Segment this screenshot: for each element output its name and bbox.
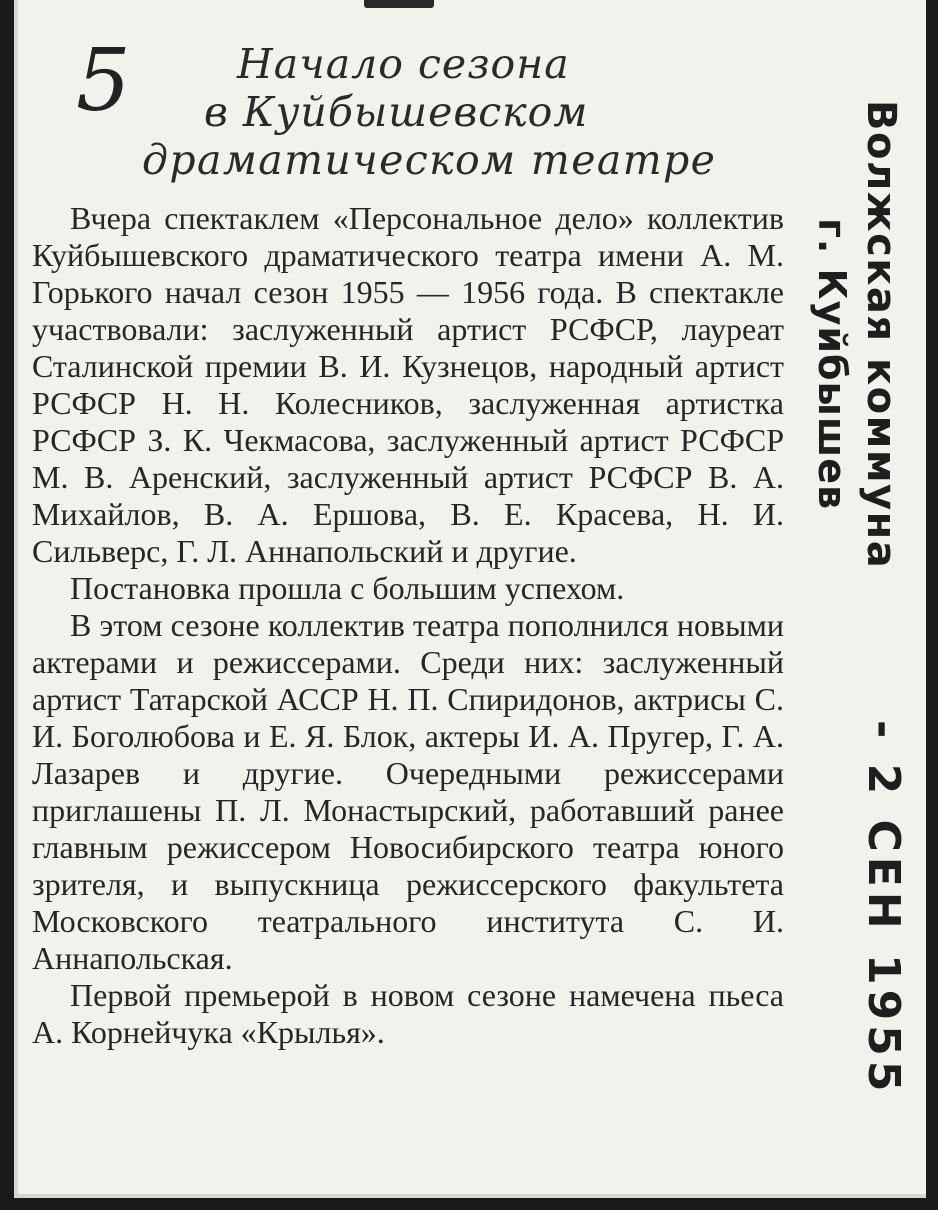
stamp-newspaper-name: Волжская коммуна [858,100,904,570]
article-paragraph: Первой премьерой в новом сезоне намечена пьеса А. Корнейчука «Крылья». [32,977,784,1050]
article-paragraph: Постановка прошла с большим успехом. [70,570,625,606]
paper-edge [14,1194,926,1198]
ink-mark [364,0,434,8]
article-paragraph: Вчера спектаклем «Персональное дело» коллектив Куйбышевского драматического театра имени А. М. Горького начал сезон 1955 — 1956 года. В спектакле участвовали: заслуженный артист РСФСР, лауреат Сталинской премии В. И. Кузнецов, народный артист РСФСР Н. Н. Колесников, заслуженная артистка РСФСР З. К. Чекмасова, заслуженный артист РСФСР М. В. Аренский, заслуженный артист РСФСР В. А. Михайлов, В. А. Ершова, В. Е. Красева, Н. И. Сильверс, Г. Л. Аннапольский и другие. [32,200,784,569]
headline-line: драматическом театре [142,136,717,184]
headline-line: в Куйбышевском [204,88,589,136]
headline [134,40,724,184]
paper-edge [14,0,18,1198]
headline-line: Начало сезона [237,40,570,88]
stamp-city: г. Куйбышев [810,218,854,511]
handwritten-number-mark: 5 [76,31,131,131]
article-body [32,200,784,1051]
newspaper-clipping [14,0,926,1198]
stamp-date: - 2 СЕН 1955 [858,720,909,1097]
article-paragraph: В этом сезоне коллектив театра пополнился новыми актерами и режиссерами. Среди них: заслуженный артист Татарской АССР Н. П. Спиридонов, актрисы С. И. Боголюбова и Е. Я. Блок, актеры И. А. Пругер, Г. А. Лазарев и другие. Очередными режиссерами приглашены П. Л. Монастырский, работавший ранее главным режиссером Новосибирского театра юного зрителя, и выпускница режиссерского факультета Московского театрального института С. И. Аннапольская. [32,607,784,976]
